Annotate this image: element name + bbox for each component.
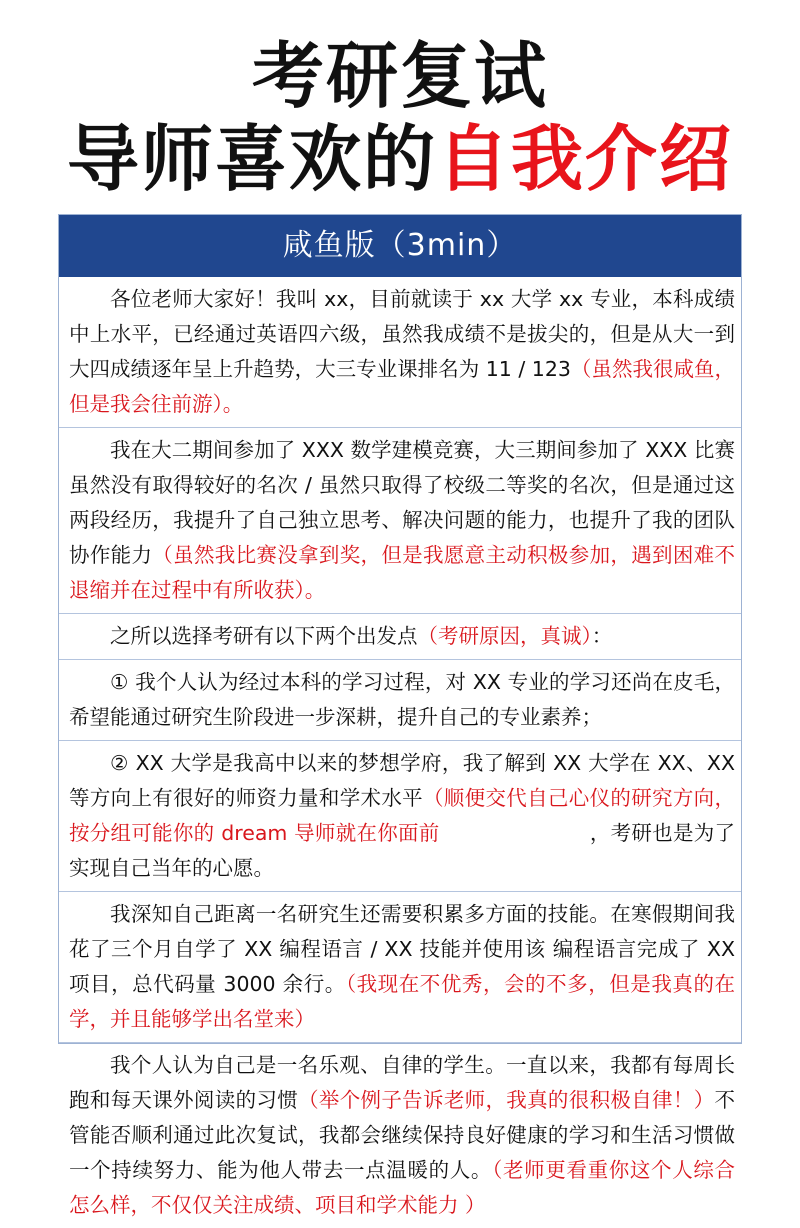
paragraph-note: （虽然我很咸鱼，但是我会往前游）。 (69, 357, 736, 416)
paragraph-note-2: （老师更看重你这个人综合怎么样，不仅仅关注成绩、项目和学术能力 ） (69, 1158, 736, 1217)
paragraph-note: （考研原因，真诚） (417, 624, 592, 648)
paragraph-note: （举个例子告诉老师，我真的很积极自律！） (298, 1088, 715, 1112)
section-header: 咸鱼版（3min） (59, 215, 741, 277)
paragraph-reason-2 (59, 741, 741, 892)
paragraph-personality (59, 1043, 741, 1228)
paragraph-note: （虽然我比赛没拿到奖，但是我愿意主动积极参加，遇到困难不退缩并在过程中有所收获）。 (69, 543, 736, 602)
paragraph-reason-1 (59, 660, 741, 741)
page-title-line2 (0, 117, 800, 201)
paragraph-competitions (59, 428, 741, 614)
paragraph-text-2: 不管能否顺利通过此次复试，我都会继续保持良好健康的学习和生活习惯做一个持续努力、能为他人带去一点温暖的人。 (69, 1088, 736, 1182)
title-black-part: 导师喜欢的 (66, 117, 437, 201)
page-title-line1: 考研复试 (251, 34, 548, 118)
paragraph-text: 各位老师大家好！我叫 xx，目前就读于 xx 大学 xx 专业，本科成绩中上水平，已经通过英语四六级，虽然我成绩不是拔尖的，但是从大一到大四成绩逐年呈上升趋势，大三专业课排名为 11 / 123 (69, 287, 735, 381)
paragraph-tail: ： (591, 624, 613, 648)
paragraph-grades (59, 277, 741, 428)
title-red-part: 自我介绍 (437, 117, 734, 201)
paragraph-note: （我现在不优秀，会的不多，但是我真的在学，并且能够学出名堂来） (69, 972, 736, 1031)
paragraph-note: （顺便交代自己心仪的研究方向，按分组可能你的 dream 导师就在你面前 (69, 786, 735, 845)
paragraph-text: 之所以选择考研有以下两个出发点 (110, 624, 418, 648)
paragraph-tail: ，考研也是为了实现自己当年的心愿。 (69, 821, 736, 880)
paragraph-text: 我个人认为自己是一名乐观、自律的学生。一直以来，我都有每周长跑和每天课外阅读的习惯 (69, 1053, 735, 1112)
paragraph-text: ② XX 大学是我高中以来的梦想学府，我了解到 XX 大学在 XX、XX 等方向上有很好的师资力量和学术水平 (69, 751, 735, 810)
paragraph-text: 我在大二期间参加了 XXX 数学建模竞赛，大三期间参加了 XXX 比赛虽然没有取得较好的名次 / 虽然只取得了校级二等奖的名次，但是通过这两段经历，我提升了自己独立思考、解决问题的能力，也提升了我的团队协作能力 (69, 438, 735, 567)
intro-document (58, 214, 742, 1217)
paragraph-reasons-intro (59, 614, 741, 660)
paragraph-skills (59, 892, 741, 1043)
paragraph-text: 我深知自己距离一名研究生还需要积累多方面的技能。在寒假期间我花了三个月自学了 XX 编程语言 / XX 技能并使用该 编程语言完成了 XX 项目，总代码量 3000 余行。 (69, 902, 735, 996)
paragraph-text: ① 我个人认为经过本科的学习过程，对 XX 专业的学习还尚在皮毛，希望能通过研究生阶段进一步深耕，提升自己的专业素养； (69, 670, 735, 729)
